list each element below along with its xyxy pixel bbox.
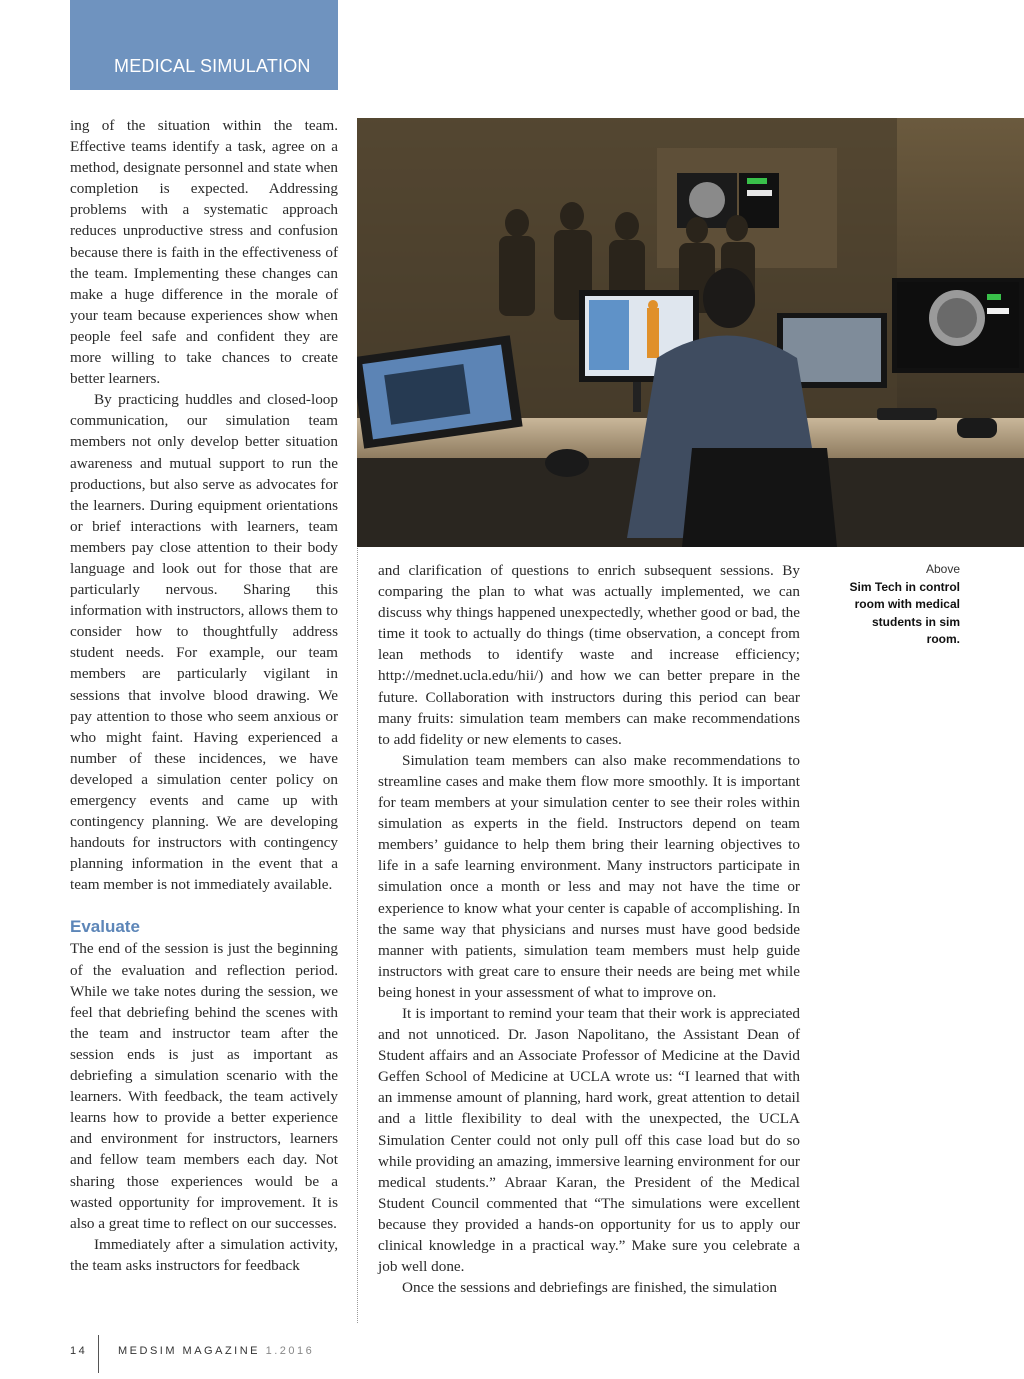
control-room-photo	[357, 118, 1024, 547]
subheading-evaluate: Evaluate	[70, 917, 140, 937]
page-number: 14	[70, 1345, 88, 1357]
middle-text-column	[378, 560, 800, 1298]
issue-number: 1.2016	[265, 1345, 315, 1357]
caption-position-label: Above	[925, 562, 960, 576]
paragraph: By practicing huddles and closed-loop communication, our simulation team members not only develop better situation awareness and mutual support to run the productions, but also serve as advocates for the learners. During equipment orientations or brief interactions with learners, team members pay close attention to their body language and look out for those that are particularly nervous. Sharing this information with instructors, allows them to consider how to thoughtfully address student needs. For example, our team members are particularly vigilant in sessions that involve blood drawing. We pay attention to those who seem anxious or who might faint. Having experienced a number of these incidences, we have developed a simulation center policy on emergency events and came up with contingency planning. We are developing handouts for instructors with contingency planning information in the event that a team member is not immediately available.	[70, 391, 338, 894]
section-header-tab	[70, 0, 338, 90]
caption-text: Sim Tech in control room with medical students in sim room.	[849, 579, 960, 646]
paragraph: It is important to remind your team that their work is appreciated and not unnoticed. Dr. Jason Napolitano, the Assistant Dean of Student affairs and an Associate Professor of Medicine at the David Geffen School of Medicine at UCLA wrote us: “I learned that with an immense amount of planning, hard work, great attention to detail and a little flexibility to deal with the unexpected, the UCLA Simulation Center could not only pull off this case load but do so while providing an amazing, immersive learning environment for our medical students.” Abraar Karan, the President of the Medical Student Council commented that “The simulations were excellent because they provided a hands-on opportunity for us to apply our clinical knowledge in a practical way.” Make sure you celebrate a job well done.	[378, 1004, 800, 1276]
paragraph: Simulation team members can also make recommendations to streamline cases and make them flow more smoothly. It is important for team members at your simulation center to see their roles within simulation as experts in the field. Instructors depend on team members’ guidance to help them bring their learning objectives to life in a safe learning environment. Many instructors participate in simulation once a month or less and may not have the time or experience to know what your center is capable of accomplishing. In the same way that physicians and nurses must have good bedside manner with patients, simulation team members must help guide instructors with great care to ensure their needs are being met while being honest in your assessment of what to improve on.	[378, 751, 800, 1001]
magazine-name	[118, 1345, 314, 1357]
paragraph: and clarification of questions to enrich subsequent sessions. By comparing the plan to what was actually implemented, we can discuss why things happened unexpectedly, whether good or bad, the time it took to actually do things (time observation, a concept from lean methods to identify waste and increase efficiency; http://mednet.ucla.edu/hii/) and how we can better prepare in the future. Collaboration with instructors during this period can bear many fruits: simulation team members can make recommendations to add fidelity or new elements to cases.	[378, 562, 800, 748]
footer-divider	[98, 1335, 99, 1373]
left-text-column	[70, 115, 338, 1276]
photo-illustration	[357, 118, 1024, 547]
magazine-title: MEDSIM MAGAZINE	[118, 1345, 261, 1357]
paragraph: ing of the situation within the team. Effective teams identify a task, agree on a method, designate personnel and state when completion is expected. Addressing problems with a systematic approach reduces unproductive stress and confusion because there is faith in the effectiveness of the team. Implementing these changes can make a huge difference in the morale of your team because experiences show when people feel safe and confident they are more willing to take chances to create better learners.	[70, 117, 338, 388]
paragraph: The end of the session is just the beginning of the evaluation and reflection period. While we take notes during the session, we feel that debriefing behind the scenes with the team and instructor team after the session ends is just as important as debriefing a simulation scenario with the learners. With feedback, the team actively learns how to provide a better experience and environment for instructors, learners and fellow team members each day. Not sharing those experiences would be a wasted opportunity for improvement. It is also a great time to reflect on our successes.	[70, 940, 338, 1232]
section-title: MEDICAL SIMULATION	[114, 56, 311, 76]
paragraph: Once the sessions and debriefings are finished, the simulation	[402, 1279, 777, 1297]
photo-caption	[840, 561, 960, 649]
paragraph: Immediately after a simulation activity, the team asks instructors for feedback	[70, 1235, 338, 1274]
